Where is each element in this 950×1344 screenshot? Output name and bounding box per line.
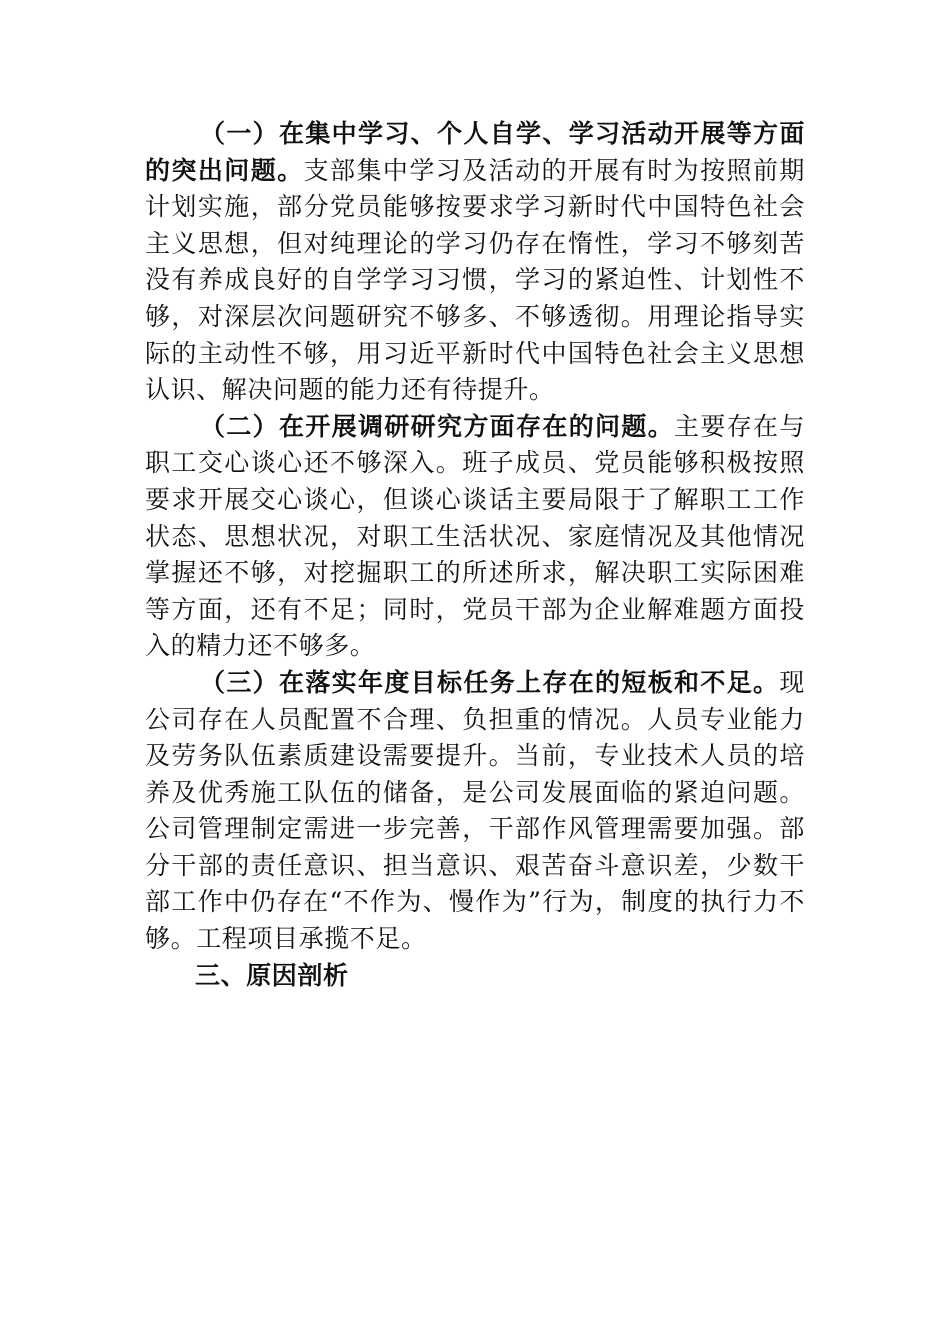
paragraph-3-heading: （三）在落实年度目标任务上存在的短板和不足。 [200, 667, 780, 697]
paragraph-3 [145, 665, 805, 958]
document-body [145, 116, 805, 994]
paragraph-2-heading: （二）在开展调研研究方面存在的问题。 [200, 411, 675, 441]
paragraph-3-text: 现公司存在人员配置不合理、负担重的情况。人员专业能力及劳务队伍素质建设需要提升。当前，专业技术人员的培养及优秀施工队伍的储备，是公司发展面临的紧迫问题。公司管理制定需进一步完善，干部作风管理需要加强。部分干部的责任意识、担当意识、艰苦奋斗意识差，少数干部工作中仍存在“不作为、慢作为”行为，制度的执行力不够。工程项目承揽不足。 [145, 667, 805, 954]
paragraph-2 [145, 409, 805, 665]
paragraph-2-text: 主要存在与职工交心谈心还不够深入。班子成员、党员能够积极按照要求开展交心谈心，但谈心谈话主要局限于了解职工工作状态、思想状况，对职工生活状况、家庭情况及其他情况掌握还不够，对挖掘职工的所述所求，解决职工实际困难等方面，还有不足；同时，党员干部为企业解难题方面投入的精力还不够多。 [145, 411, 805, 661]
paragraph-1-text: 支部集中学习及活动的开展有时为按照前期计划实施，部分党员能够按要求学习新时代中国特色社会主义思想，但对纯理论的学习仍存在惰性，学习不够刻苦没有养成良好的自学学习习惯，学习的紧迫性、计划性不够，对深层次问题研究不够多、不够透彻。用理论指导实际的主动性不够，用习近平新时代中国特色社会主义思想认识、解决问题的能力还有待提升。 [145, 155, 805, 405]
paragraph-1 [145, 116, 805, 409]
section-heading: 三、原因剖析 [195, 960, 349, 990]
paragraph-1-heading: （一）在集中学习、个人自学、学习活动开展等方面的突出问题。 [145, 119, 805, 185]
